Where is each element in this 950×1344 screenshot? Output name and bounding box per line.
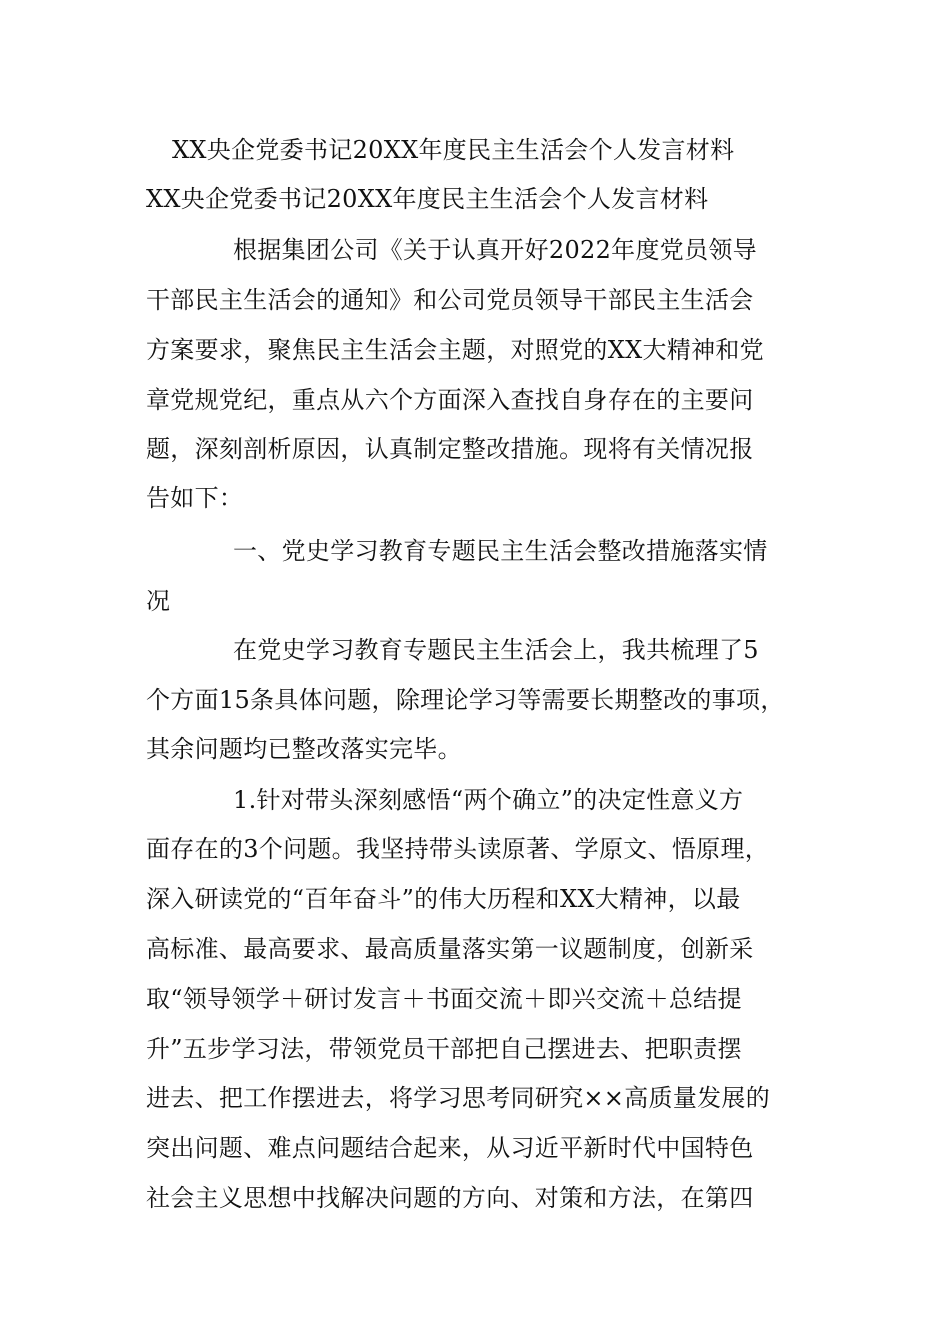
paragraph-line: 深入研读党的“百年奋斗”的伟大历程和XX大精神，以最 (146, 885, 741, 913)
paragraph-line: 升”五步学习法，带领党员干部把自己摆进去、把职责摆 (146, 1035, 742, 1063)
paragraph-line: 其余问题均已整改落实完毕。 (146, 735, 462, 763)
document-title-repeat: XX央企党委书记20XX年度民主生活会个人发言材料 (146, 185, 709, 213)
paragraph-line: 面存在的3个问题。我坚持带头读原著、学原文、悟原理， (146, 835, 770, 863)
paragraph-line: 在党史学习教育专题民主生活会上，我共梳理了5 (233, 636, 759, 664)
paragraph-line: 进去、把工作摆进去，将学习思考同研究××高质量发展的 (146, 1084, 771, 1112)
paragraph-line: 题，深刻剖析原因，认真制定整改措施。现将有关情况报 (146, 435, 754, 463)
paragraph-line: 方案要求，聚焦民主生活会主题，对照党的XX大精神和党 (146, 336, 764, 364)
paragraph-line: 个方面15条具体问题，除理论学习等需要长期整改的事项， (146, 686, 785, 714)
paragraph-line: 根据集团公司《关于认真开好2022年度党员领导 (233, 236, 757, 264)
paragraph-line: 突出问题、难点问题结合起来，从习近平新时代中国特色 (146, 1134, 754, 1162)
paragraph-line: 社会主义思想中找解决问题的方向、对策和方法，在第四 (146, 1184, 754, 1212)
paragraph-line: 章党规党纪，重点从六个方面深入查找自身存在的主要问 (146, 386, 754, 414)
paragraph-line: 取“领导领学＋研讨发言＋书面交流＋即兴交流＋总结提 (146, 985, 742, 1013)
paragraph-line: 干部民主生活会的通知》和公司党员领导干部民主生活会 (146, 286, 754, 314)
paragraph-line: 1.针对带头深刻感悟“两个确立”的决定性意义方 (233, 786, 744, 814)
paragraph-line: 高标准、最高要求、最高质量落实第一议题制度，创新采 (146, 935, 754, 963)
section-heading-cont: 况 (146, 587, 171, 615)
section-heading: 一、党史学习教育专题民主生活会整改措施落实情 (233, 537, 768, 565)
paragraph-line: 告如下： (146, 484, 244, 512)
document-title: XX央企党委书记20XX年度民主生活会个人发言材料 (172, 136, 735, 164)
